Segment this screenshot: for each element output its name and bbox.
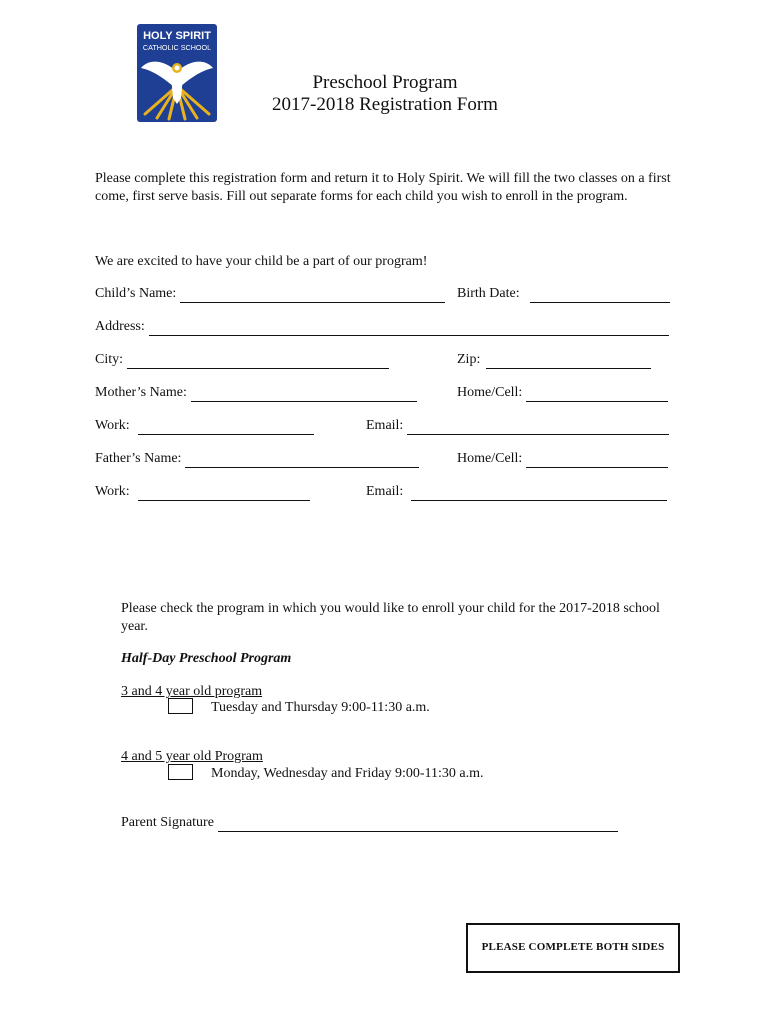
birth-date-label: Birth Date: [457,286,520,301]
mother-email-line[interactable] [407,420,669,435]
city-field[interactable] [95,351,389,369]
parent-signature-field[interactable] [121,814,618,832]
father-work-line[interactable] [138,486,310,501]
father-home-cell-label: Home/Cell: [457,451,523,466]
option1-schedule: Tuesday and Thursday 9:00-11:30 a.m. [211,700,430,715]
parent-signature-line[interactable] [218,817,618,832]
address-line[interactable] [149,321,669,336]
child-name-label: Child’s Name: [95,286,177,301]
child-name-field[interactable] [95,285,445,303]
address-field[interactable] [95,318,669,336]
father-email-line[interactable] [411,486,667,501]
mother-work-line[interactable] [138,420,314,435]
program-heading: Half-Day Preschool Program [121,651,292,666]
option1-checkbox[interactable] [168,698,193,714]
form-title: Preschool Program [312,72,458,93]
mother-email-label: Email: [366,418,404,433]
zip-label: Zip: [457,352,481,367]
father-home-cell-field[interactable] [457,450,668,468]
father-email-label: Email: [366,484,404,499]
option2-title: 4 and 5 year old Program [121,749,263,764]
logo-title: HOLY SPIRIT [143,30,211,42]
mother-home-cell-field[interactable] [457,384,668,402]
father-email-field[interactable] [366,483,667,501]
birth-date-field[interactable] [457,285,670,303]
city-line[interactable] [127,354,389,369]
form-subtitle: 2017-2018 Registration Form [272,94,498,115]
father-name-label: Father’s Name: [95,451,182,466]
logo-subtitle: CATHOLIC SCHOOL [142,43,212,52]
city-label: City: [95,352,124,367]
school-logo [137,24,217,122]
mother-home-cell-line[interactable] [526,387,668,402]
mother-name-field[interactable] [95,384,417,402]
mother-name-line[interactable] [191,387,417,402]
birth-date-line[interactable] [530,288,670,303]
complete-both-sides-notice: PLEASE COMPLETE BOTH SIDES [466,923,680,973]
zip-field[interactable] [457,351,651,369]
program-instruction: Please check the program in which you would like to enroll your child for the 2017-2018 school year. [121,601,660,634]
intro-paragraph: Please complete this registration form and return it to Holy Spirit. We will fill the two classes on a first come, first serve basis. Fill out separate forms for each child you wish to enroll in the program. [95,171,671,204]
father-name-line[interactable] [185,453,419,468]
father-work-field[interactable] [95,483,310,501]
mother-home-cell-label: Home/Cell: [457,385,523,400]
father-name-field[interactable] [95,450,419,468]
mother-email-field[interactable] [366,417,669,435]
mother-name-label: Mother’s Name: [95,385,187,400]
option2-schedule: Monday, Wednesday and Friday 9:00-11:30 a.m. [211,766,484,781]
address-label: Address: [95,319,145,334]
child-name-line[interactable] [180,288,445,303]
mother-work-label: Work: [95,418,130,433]
zip-line[interactable] [486,354,651,369]
mother-work-field[interactable] [95,417,314,435]
parent-signature-label: Parent Signature [121,815,214,830]
option1-title: 3 and 4 year old program [121,684,263,699]
father-home-cell-line[interactable] [526,453,668,468]
option2-checkbox[interactable] [168,764,193,780]
father-work-label: Work: [95,484,130,499]
welcome-text: We are excited to have your child be a part of our program! [95,254,428,269]
